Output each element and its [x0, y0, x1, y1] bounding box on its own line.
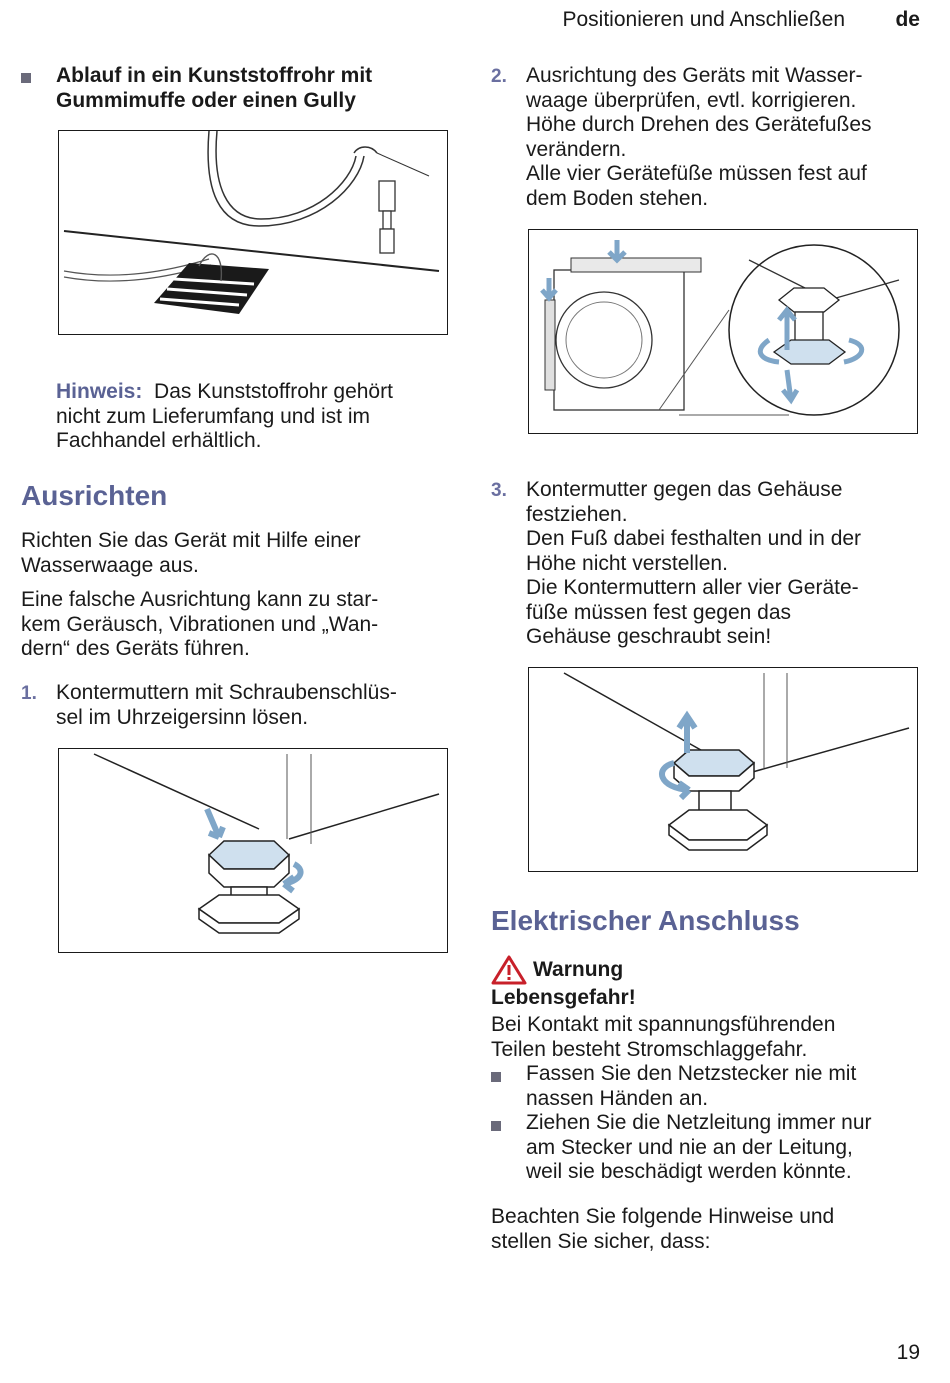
note-line-2: nicht zum Lieferumfang und ist im [56, 404, 370, 428]
para2-line-3: dern“ des Geräts führen. [21, 637, 250, 660]
warning-text [491, 1013, 835, 1062]
tighten-locknut-illustration [528, 667, 918, 872]
warning-line-2: Teilen besteht Stromschlaggefahr. [491, 1037, 808, 1061]
closing-line-2: stellen Sie sicher, dass: [491, 1229, 711, 1253]
leveling-illustration [528, 229, 918, 434]
step-1-text [56, 681, 397, 730]
loosen-locknut-illustration [58, 748, 448, 953]
bullet-marker [491, 1072, 501, 1082]
drain-bullet-text [56, 64, 372, 113]
step2-line-5: Alle vier Gerätefüße müssen fest auf [526, 162, 867, 185]
section-heading-elektrischer-anschluss: Elektrischer Anschluss [491, 905, 800, 936]
running-header-title: Positionieren und Anschließen [562, 8, 845, 31]
warning-bullet-2-line-2: am Stecker und nie an der Leitung, [526, 1135, 853, 1159]
para2-line-2: kem Geräusch, Vibrationen und „Wan- [21, 612, 379, 636]
step-2-text [526, 64, 872, 211]
step3-line-5: Die Kontermuttern aller vier Geräte- [526, 576, 859, 599]
paragraph-2 [21, 588, 378, 662]
language-code: de [895, 8, 920, 31]
warning-bullet-2-line-3: weil sie beschädigt werden könnte. [526, 1160, 852, 1183]
step3-line-1: Kontermutter gegen das Gehäuse [526, 478, 843, 501]
step3-line-6: füße müssen fest gegen das [526, 600, 791, 624]
step-1-number: 1. [21, 683, 37, 704]
warning-title: Lebensgefahr! [491, 986, 636, 1009]
drain-hose-illustration [58, 130, 448, 335]
closing-line-1: Beachten Sie folgende Hinweise und [491, 1205, 835, 1228]
note-label: Hinweis: [56, 380, 143, 403]
paragraph-1 [21, 529, 361, 578]
bullet-marker [491, 1121, 501, 1131]
step2-line-3: Höhe durch Drehen des Gerätefußes [526, 113, 872, 136]
closing-paragraph [491, 1205, 834, 1254]
warning-bullet-2-line-1: Ziehen Sie die Netzleitung immer nur [526, 1111, 872, 1134]
para1-line-2: Wasserwaage aus. [21, 553, 199, 577]
warning-bullet-2 [526, 1111, 872, 1185]
step-3-number: 3. [491, 480, 507, 501]
bullet-marker [21, 73, 31, 83]
step1-line-1: Kontermuttern mit Schraubenschlüs- [56, 681, 397, 704]
step3-line-4: Höhe nicht verstellen. [526, 551, 728, 575]
step3-line-2: festziehen. [526, 502, 628, 526]
warning-line-1: Bei Kontakt mit spannungsführenden [491, 1013, 836, 1036]
note-line-1: Das Kunststoffrohr gehört [154, 380, 393, 403]
step2-line-4: verändern. [526, 137, 627, 161]
para1-line-1: Richten Sie das Gerät mit Hilfe einer [21, 529, 361, 552]
section-heading-ausrichten: Ausrichten [21, 480, 168, 511]
step-3-text [526, 478, 861, 650]
warning-bullet-1-line-2: nassen Händen an. [526, 1086, 709, 1110]
step3-line-3: Den Fuß dabei festhalten und in der [526, 527, 862, 550]
warning-header [491, 955, 623, 985]
step2-line-1: Ausrichtung des Geräts mit Wasser- [526, 64, 863, 87]
para2-line-1: Eine falsche Ausrichtung kann zu star- [21, 588, 379, 611]
drain-bullet-line-2: Gummimuffe oder einen Gully [56, 88, 356, 112]
warning-bullet-1 [526, 1062, 856, 1111]
step2-line-6: dem Boden stehen. [526, 186, 709, 210]
warning-triangle-icon [491, 955, 527, 985]
step2-line-2: waage überprüfen, evtl. korrigieren. [526, 88, 857, 112]
warning-label: Warnung [533, 957, 624, 981]
note-line-3: Fachhandel erhältlich. [56, 429, 262, 452]
step-2-number: 2. [491, 66, 507, 87]
step1-line-2: sel im Uhrzeigersinn lösen. [56, 705, 309, 729]
note-block [56, 380, 393, 454]
warning-bullet-1-line-1: Fassen Sie den Netzstecker nie mit [526, 1062, 857, 1085]
page-number: 19 [896, 1341, 920, 1364]
step3-line-7: Gehäuse geschraubt sein! [526, 625, 772, 648]
drain-bullet-line-1: Ablauf in ein Kunststoffrohr mit [56, 64, 373, 87]
